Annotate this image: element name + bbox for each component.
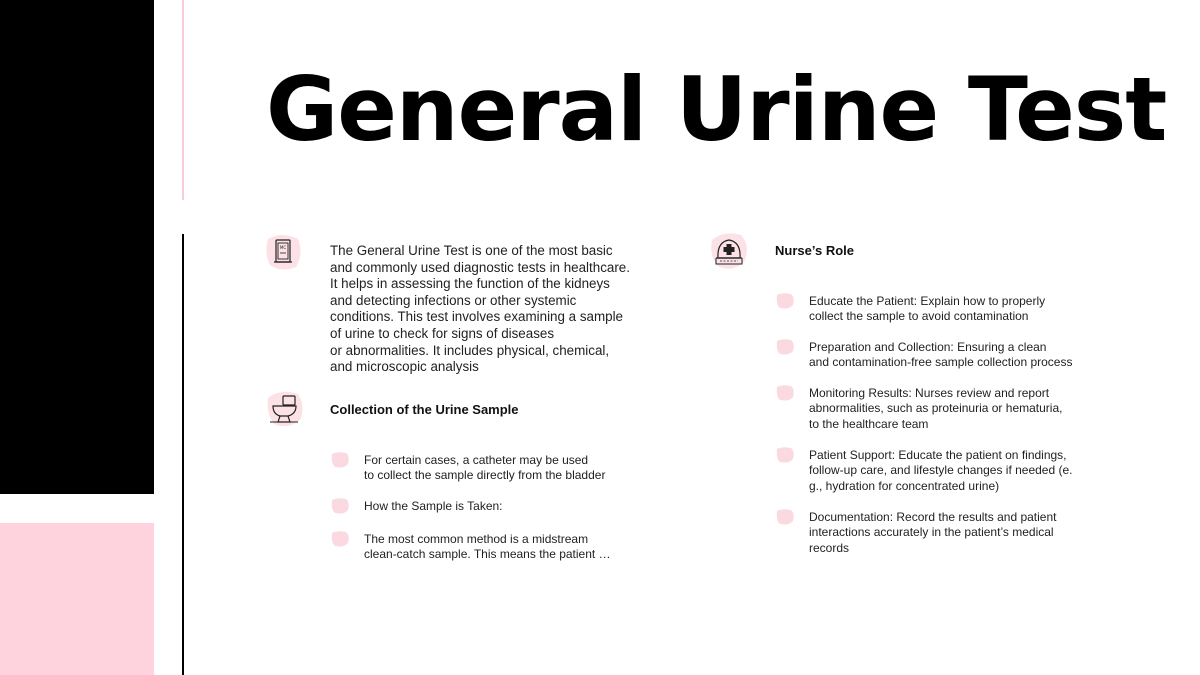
collection-item: The most common method is a midstream clean-catch sample. This means the patient … <box>364 532 611 562</box>
nurse-item: Monitoring Results: Nurses review and report abnormalities, such as proteinuria or hematuria, to the healthcare team <box>809 386 1063 431</box>
bullet-icon <box>329 450 351 470</box>
collection-heading: Collection of the Urine Sample <box>330 402 519 417</box>
decorative-pink-block <box>0 523 154 675</box>
toilet-icon <box>262 386 308 432</box>
bullet-icon <box>774 507 796 527</box>
bullet-icon <box>329 496 351 516</box>
bullet-icon <box>774 291 796 311</box>
bullet-icon <box>774 337 796 357</box>
page-title: General Urine Test <box>266 58 1167 161</box>
bullet-icon <box>774 383 796 403</box>
collection-item: For certain cases, a catheter may be used to collect the sample directly from the bladder <box>364 453 606 483</box>
nurse-item: Preparation and Collection: Ensuring a clean and contamination-free sample collection process <box>809 340 1073 370</box>
bullet-icon <box>774 445 796 465</box>
bullet-icon <box>329 529 351 549</box>
decorative-pink-line <box>182 0 184 200</box>
decorative-black-line <box>182 234 184 675</box>
nurse-cap-icon <box>706 228 752 274</box>
decorative-black-block <box>0 0 154 494</box>
nurse-role-heading: Nurse’s Role <box>775 243 854 258</box>
nurse-item: Documentation: Record the results and patient interactions accurately in the patient’s medical records <box>809 510 1057 555</box>
nurse-item: Educate the Patient: Explain how to properly collect the sample to avoid contamination <box>809 294 1046 324</box>
intro-paragraph: The General Urine Test is one of the most basic and commonly used diagnostic tests in healthcare. It helps in assessing the function of the kidneys and detecting infections or other systemic conditions. This test involves examining a sample of urine to check for signs of diseases or abnormalities. It includes physical, chemical, and microscopic analysis <box>330 243 630 375</box>
collection-item: How the Sample is Taken: <box>364 499 503 513</box>
nurse-item: Patient Support: Educate the patient on findings, follow-up care, and lifestyle changes if needed (e. g., hydration for concentrated urine) <box>809 448 1073 493</box>
urine-sample-container-icon <box>260 229 306 275</box>
svg-text:MC: MC <box>279 245 287 250</box>
